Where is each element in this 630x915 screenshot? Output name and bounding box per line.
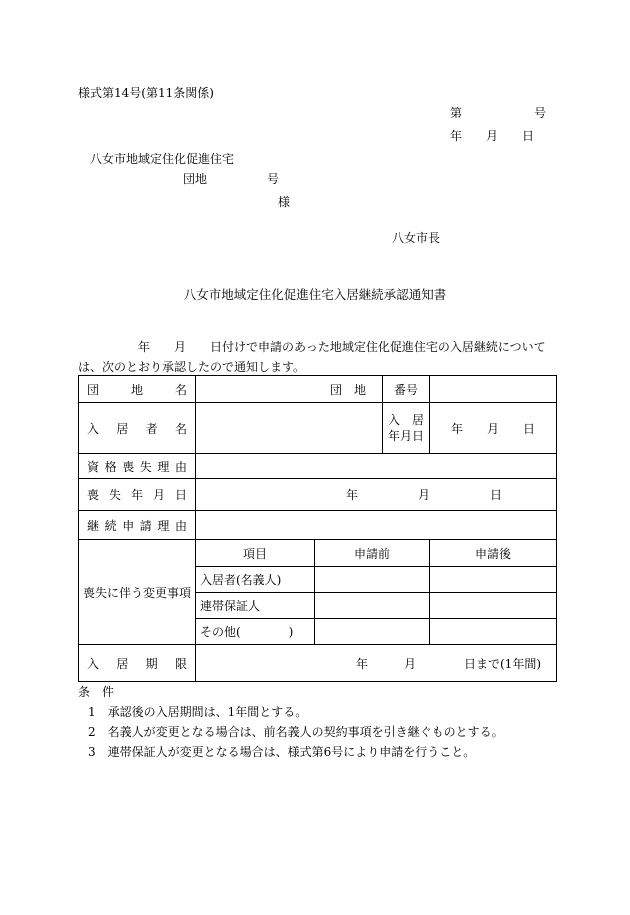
changes-item-resident: 入居者(名義人)	[196, 567, 315, 593]
label-changes: 喪失に伴う変更事項	[79, 540, 196, 645]
resident-name-value	[196, 403, 383, 454]
label-move-in-date	[383, 403, 430, 454]
changes-header-before: 申請前	[315, 540, 430, 567]
changes-before-cell	[315, 619, 430, 645]
changes-after-cell	[430, 619, 557, 645]
period-value: 年 月 日まで(1年間)	[196, 645, 557, 682]
loss-reason-value	[196, 454, 557, 479]
table-row-loss-reason	[79, 454, 557, 479]
body-paragraph	[78, 337, 560, 377]
changes-after-cell	[430, 593, 557, 619]
table-row-resident	[79, 403, 557, 454]
condition-item: 3 連帯保証人が変更となる場合は、様式第6号により申請を行うこと。	[88, 745, 476, 759]
danchi-suffix: 団 地	[330, 382, 367, 397]
changes-item-guarantor: 連帯保証人	[196, 593, 315, 619]
addressee-honorific: 様	[278, 195, 291, 209]
table-row-period	[79, 645, 557, 682]
label-danchi-name: 団地名	[79, 376, 196, 403]
table-row-changes-header	[79, 540, 557, 567]
loss-date-value: 年 月 日	[196, 479, 557, 511]
issue-date: 年 月 日	[450, 129, 535, 143]
table-row-loss-date	[79, 479, 557, 511]
label-loss-reason: 資格喪失理由	[79, 454, 196, 479]
label-continuation-reason: 継続申請理由	[79, 511, 196, 540]
form-number: 様式第14号(第11条関係)	[78, 86, 214, 100]
changes-after-cell	[430, 567, 557, 593]
bango-value	[430, 376, 557, 403]
label-move-in-b: 年月日	[388, 429, 425, 443]
changes-before-cell	[315, 593, 430, 619]
notice-table	[78, 375, 557, 682]
changes-before-cell	[315, 567, 430, 593]
table-row-danchi	[79, 376, 557, 403]
changes-header-item: 項目	[196, 540, 315, 567]
label-period: 入居期限	[79, 645, 196, 682]
table-row-continuation-reason	[79, 511, 557, 540]
label-loss-date: 喪失年月日	[79, 479, 196, 511]
continuation-reason-value	[196, 511, 557, 540]
body-text: 年 月 日付けで申請のあった地域定住化促進住宅の入居継続については、次のとおり承認したので通知します。	[78, 340, 546, 374]
condition-item: 2 名義人が変更となる場合は、前名義人の契約事項を引き継ぐものとする。	[88, 725, 504, 739]
label-bango: 番号	[383, 376, 430, 403]
label-resident-name: 入居者名	[79, 403, 196, 454]
label-move-in-a: 入 居	[388, 413, 425, 427]
move-in-date-value: 年 月 日	[430, 403, 557, 454]
sender-mayor: 八女市長	[392, 231, 441, 245]
changes-item-other: その他( )	[196, 619, 315, 645]
conditions-title: 条 件	[78, 685, 115, 699]
danchi-field	[196, 376, 383, 403]
addressee-danchi: 団地 号	[183, 172, 280, 186]
document-title: 八女市地域定住化促進住宅入居継続承認通知書	[183, 287, 447, 302]
addressee-housing: 八女市地域定住化促進住宅	[90, 152, 235, 166]
changes-header-after: 申請後	[430, 540, 557, 567]
condition-item: 1 承認後の入居期間は、1年間とする。	[88, 705, 308, 719]
document-number: 第 号	[450, 106, 547, 120]
